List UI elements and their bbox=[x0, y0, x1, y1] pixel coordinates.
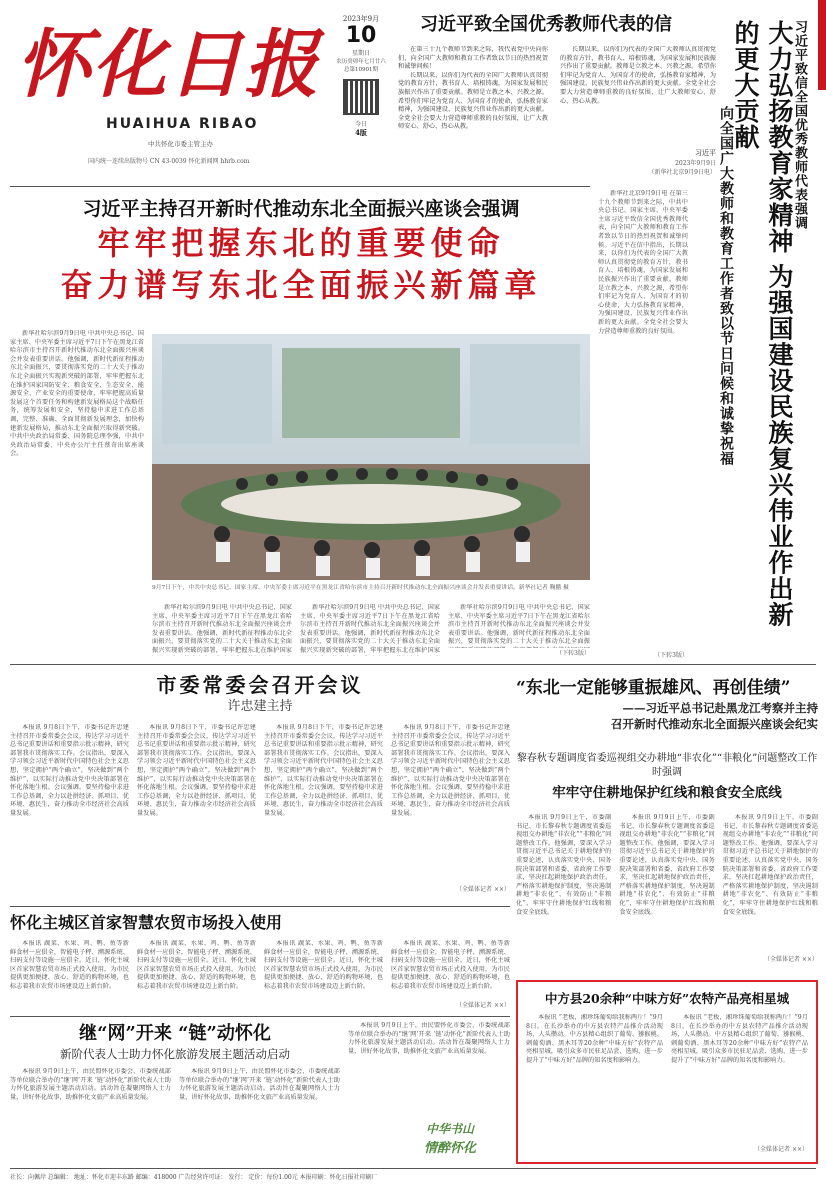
side-subheadline: 向全国广大教师和教育工作者致以节日问候和诚挚祝福 bbox=[718, 106, 734, 466]
rule-under-masthead bbox=[10, 186, 590, 187]
side-body bbox=[598, 190, 688, 660]
lead-body-col1 bbox=[10, 330, 144, 596]
lead-jump: （下转3版） bbox=[556, 650, 590, 657]
market-byline: （全媒体记者 ××） bbox=[456, 1002, 510, 1009]
market-title: 怀化主城区首家智慧农贸市场投入使用 bbox=[10, 913, 283, 932]
products-byline: （全媒体记者 ××） bbox=[754, 1146, 808, 1153]
lead-photo-caption: 9月7日下午，中共中央总书记、国家主席、中央军委主席习近平在黑龙江省哈尔滨市主持召开新时代推动东北全面振兴座谈会并发表重要讲话。新华社记者 鞠鹏 摄 bbox=[152, 585, 569, 591]
tourism-cols bbox=[10, 1068, 340, 1160]
market-body-1: 本报讯 蔬菜、水果、鸡、鸭、鱼等新鲜食材一应俱全，智能电子秤、溯源系统、扫码支付等设施一应俱全。近日，怀化主城区首家智慧农贸市场正式投入使用，为市民提供更加便捷、放心、舒适的购物环境，也标志着我市农贸市场建设迈上新台阶。 bbox=[10, 940, 129, 990]
masthead-pinyin: HUAIHUA RIBAO bbox=[106, 116, 259, 132]
lead-body-text-2: 新华社哈尔滨9月9日电 中共中央总书记、国家主席、中央军委主席习近平7日下午在黑龙江省哈尔滨市主持召开新时代推动东北全面振兴座谈会并发表重要讲话。他强调，新时代新征程推动东北全面振兴，要贯彻落实党的二十大关于推动东北全面振兴实现新突破的部署，牢牢把握东北在维护国家 bbox=[152, 604, 292, 654]
products-story bbox=[516, 980, 818, 1164]
meeting-sub: 许忠建主持 bbox=[227, 699, 293, 714]
market-story bbox=[10, 912, 510, 1012]
lead-kicker: 习近平主持召开新时代推动东北全面振兴座谈会强调 bbox=[82, 198, 520, 220]
meeting-body-3: 本报讯 9月8日下午，市委书记许忠建主持召开市委常委会会议，传达学习习近平总书记重要讲话和重要指示批示精神，研究部署我市贯彻落实工作。会议指出，要深入学习领会习近平新时代中国特色社会主义思想，坚定拥护“两个确立”，坚决做到“两个维护”，以实际行动推动党中央决策部署在怀化落地生根。会议强调，要坚持稳中求进工作总基调，全力以赴拼经济、抓项目、优环境、惠民生，奋力推动全市经济社会高质量发展。 bbox=[264, 724, 383, 817]
farmland-body-2: 本报讯 9月9日上午，市委副书记、市长黎春秋专题调度省委巡视组交办耕地“非农化”“非粮化”问题整改工作。他强调，要深入学习贯彻习近平总书记关于耕地保护的重要论述，认真落实党中央、国务院决策部署和省委、省政府工作要求，坚决扛起耕地保护政治责任，严格落实耕地保护制度，坚决遏制耕地“非农化”、有效防止“非粮化”，牢牢守住耕地保护红线和粮食安全底线。 bbox=[619, 814, 715, 916]
products-col-2 bbox=[671, 1014, 808, 1154]
products-cols bbox=[526, 1014, 808, 1154]
market-cols bbox=[10, 940, 510, 1010]
feature-sub2: 召开新时代推动东北全面振兴座谈会纪实 bbox=[611, 717, 818, 731]
date-lunar: 农历癸卯年七月廿六 bbox=[336, 59, 386, 65]
pages-label: 4版 bbox=[355, 128, 367, 137]
date-day: 10 bbox=[345, 23, 377, 48]
tourism-right-col bbox=[348, 1022, 510, 1116]
farmland-story bbox=[516, 752, 818, 972]
meeting-title: 市委常委会召开会议 bbox=[156, 673, 364, 697]
side-main-headline: 大力弘扬教育家精神 为强国建设民族复兴伟业作出新的更大贡献 bbox=[731, 20, 794, 628]
meeting-col-4 bbox=[391, 724, 510, 896]
side-body-text: 新华社北京9月9日电 在第三十九个教师节到来之际，中共中央总书记、国家主席、中央军委主席习近平致信全国优秀教师代表，向全国广大教师和教育工作者致以节日的热烈祝贺和诚挚问候。习近平在信中指出，长期以来，以你们为代表的全国广大教师认真贯彻党的教育方针，教书育人、培根铸魂，为国家发展和民族振兴作出了重要贡献。教师是立教之本、兴教之源，希望你们牢记为党育人、为国育才的初心使命，大力弘扬教育家精神，为强国建设、民族复兴伟业作出新的更大贡献。全党全社会要大力营造尊师重教的良好氛围。 bbox=[598, 190, 688, 335]
farmland-byline: （全媒体记者 ××） bbox=[764, 956, 818, 963]
tourism-logo bbox=[390, 1120, 510, 1160]
rule-lower bbox=[10, 906, 510, 907]
lead-body-text-4: 新华社哈尔滨9月9日电 中共中央总书记、国家主席、中央军委主席习近平7日下午在黑龙江省哈尔滨市主持召开新时代推动东北全面振兴座谈会并发表重要讲话。他强调，新时代新征程推动东北全面振兴，要贯彻落实党的二十大关于推动东北全面振 bbox=[448, 604, 590, 646]
meeting-cols bbox=[10, 724, 510, 896]
lead-body-col4 bbox=[448, 604, 590, 656]
tourism-story bbox=[10, 1022, 510, 1162]
tourism-body-3: 本报讯 9月9日上午，由民盟怀化市委会、市委统战部等单位联合举办的“继‘网’开来 ‘链’动怀化”新阶代表人士助力怀化旅游发展主题活动启动。活动旨在凝聚网络人士力量，讲好怀化故事，助推怀化文旅产业高质量发展。 bbox=[348, 1022, 510, 1055]
lead-body-text: 新华社哈尔滨9月9日电 中共中央总书记、国家主席、中央军委主席习近平7日下午在黑龙江省哈尔滨市主持召开新时代推动东北全面振兴座谈会并发表重要讲话。他强调，新时代新征程推动东北全面振兴，要贯彻落实党的二十大关于推动东北全面振兴实现新突破的部署，牢牢把握东北在维护国家国防安全、粮食安全、生态安全、能源安全、产业安全的重要使命，牢牢把握高质量发展这个首要任务和构建新发展格局这个战略任务，统筹发展和安全，坚持稳中求进工作总基调，完整、准确、全面贯彻新发展理念，加快构建新发展格局，推动东北全面振兴取得新突破。中共中央政治局常委、国务院总理李强，中共中央政治局常委、中央办公厅主任蔡奇出席座谈会。 bbox=[10, 330, 144, 458]
top-story-col1 bbox=[398, 46, 548, 178]
farmland-body-1: 本报讯 9月9日上午，市委副书记、市长黎春秋专题调度省委巡视组交办耕地“非农化”“非粮化”问题整改工作。他强调，要深入学习贯彻习近平总书记关于耕地保护的重要论述，认真落实党中央、国务院决策部署和省委、省政府工作要求，坚决扛起耕地保护政治责任，严格落实耕地保护制度，坚决遏制耕地“非农化”、有效防止“非粮化”，牢牢守住耕地保护红线和粮食安全底线。 bbox=[516, 814, 612, 916]
feature-title: “东北一定能够重振雄风、再创佳绩” bbox=[516, 678, 791, 698]
top-story-body-cont: 长期以来，以你们为代表的全国广大教师认真贯彻党的教育方针，教书育人、培根铸魂，为国家发展和民族振兴作出了重要贡献。教师是立教之本、兴教之源。希望你们牢记为党育人、为国育才的使命，弘扬教育家精神，为强国建设、民族复兴伟业作出新的更大贡献。全党全社会要大力营造尊师重教的良好氛围，让广大教师安心、舒心、热心从教。 bbox=[560, 46, 716, 105]
products-body-1: 本报讯 “老板，湘珍珠葡萄给我称两斤！”9月8日，在长沙举办的中方县农特产品推介活动现场，人头攒动。中方县精心组织了葡萄、猕猴桃、刺葡萄酒、黑木耳等20余种“中味方好”农特产品亮相星城，吸引众多市民驻足品尝、选购，进一步提升了“中味方好”品牌的知名度和影响力。 bbox=[526, 1014, 663, 1064]
top-story-col2 bbox=[560, 46, 716, 178]
products-body-2: 本报讯 “老板，湘珍珠葡萄给我称两斤！”9月8日，在长沙举办的中方县农特产品推介活动现场，人头攒动。中方县精心组织了葡萄、猕猴桃、刺葡萄酒、黑木耳等20余种“中味方好”农特产品亮相星城，吸引众多市民驻足品尝、选购，进一步提升了“中味方好”品牌的知名度和影响力。 bbox=[671, 1014, 808, 1064]
issue-number: 总第10901期 bbox=[344, 67, 378, 73]
meeting-body-2: 本报讯 9月8日下午，市委书记许忠建主持召开市委常委会会议，传达学习习近平总书记重要讲话和重要指示批示精神，研究部署我市贯彻落实工作。会议指出，要深入学习领会习近平新时代中国特色社会主义思想，坚定拥护“两个确立”，坚决做到“两个维护”，以实际行动推动党中央决策部署在怀化落地生根。会议强调，要坚持稳中求进工作总基调，全力以赴拼经济、抓项目、优环境、惠民生，奋力推动全市经济社会高质量发展。 bbox=[137, 724, 256, 817]
products-title: 中方县20余种“中味方好”农特产品亮相星城 bbox=[544, 991, 790, 1006]
rule-mid bbox=[10, 664, 816, 665]
meeting-body-1: 本报讯 9月8日下午，市委书记许忠建主持召开市委常委会会议，传达学习习近平总书记重要讲话和重要指示批示精神，研究部署我市贯彻落实工作。会议指出，要深入学习领会习近平新时代中国特色社会主义思想，坚定拥护“两个确立”，坚决做到“两个维护”，以实际行动推动党中央决策部署在怀化落地生根。会议强调，要坚持稳中求进工作总基调，全力以赴拼经济、抓项目、优环境、惠民生，奋力推动全市经济社会高质量发展。 bbox=[10, 724, 129, 817]
tourism-title: 继“网”开来 “链”动怀化 bbox=[79, 1023, 271, 1044]
today-label: 今日 bbox=[354, 121, 367, 128]
meeting-byline: （全媒体记者 ××） bbox=[456, 886, 510, 893]
market-col-4 bbox=[391, 940, 510, 1010]
farmland-col-3 bbox=[723, 814, 818, 964]
top-story-sig-date: 2023年9月9日 bbox=[675, 160, 716, 167]
top-story bbox=[398, 14, 718, 182]
lead-title-line2: 奋力谱写东北全面振兴新篇章 bbox=[60, 266, 542, 304]
side-kicker: 习近平致信全国优秀教师代表强调 bbox=[792, 20, 807, 230]
date-weekday: 星期日 bbox=[351, 50, 370, 57]
masthead-sponsor: 中共怀化市委主管主办 bbox=[148, 140, 213, 148]
side-body-jump: （下转3版） bbox=[654, 652, 688, 659]
market-body-4: 本报讯 蔬菜、水果、鸡、鸭、鱼等新鲜食材一应俱全，智能电子秤、溯源系统、扫码支付等设施一应俱全。近日，怀化主城区首家智慧农贸市场正式投入使用，为市民提供更加便捷、放心、舒适的购物环境，也标志着我市农贸市场建设迈上新台阶。 bbox=[391, 940, 510, 990]
rule-bottom bbox=[10, 1016, 510, 1017]
masthead-footer-line: 国内统一连续出版物号 CN 43-0039 怀化新闻网 hhrb.com bbox=[88, 158, 250, 165]
feature-block bbox=[516, 676, 818, 746]
market-body-2: 本报讯 蔬菜、水果、鸡、鸭、鱼等新鲜食材一应俱全，智能电子秤、溯源系统、扫码支付等设施一应俱全。近日，怀化主城区首家智慧农贸市场正式投入使用，为市民提供更加便捷、放心、舒适的购物环境，也标志着我市农贸市场建设迈上新台阶。 bbox=[137, 940, 256, 990]
market-body-3: 本报讯 蔬菜、水果、鸡、鸭、鱼等新鲜食材一应俱全，智能电子秤、溯源系统、扫码支付等设施一应俱全。近日，怀化主城区首家智慧农贸市场正式投入使用，为市民提供更加便捷、放心、舒适的购物环境，也标志着我市农贸市场建设迈上新台阶。 bbox=[264, 940, 383, 990]
meeting-room-image bbox=[152, 334, 590, 580]
lead-title-line1: 牢牢把握东北的重要使命 bbox=[97, 224, 505, 262]
tourism-body-1: 本报讯 9月9日上午，由民盟怀化市委会、市委统战部等单位联合举办的“继‘网’开来 ‘链’动怀化”新阶代表人士助力怀化旅游发展主题活动启动。活动旨在凝聚网络人士力量，讲好怀化故事，助推怀化文旅产业高质量发展。 bbox=[10, 1068, 171, 1101]
farmland-cols bbox=[516, 814, 818, 964]
lead-body-col3 bbox=[300, 604, 440, 656]
tourism-body-2: 本报讯 9月9日上午，由民盟怀化市委会、市委统战部等单位联合举办的“继‘网’开来 ‘链’动怀化”新阶代表人士助力怀化旅游发展主题活动启动。活动旨在凝聚网络人士力量，讲好怀化故事，助推怀化文旅产业高质量发展。 bbox=[179, 1068, 340, 1101]
tourism-logo-line1: 中华书山 bbox=[425, 1122, 474, 1136]
footer-info: 社长：向佩岸 总编辑： 地址：怀化市迎丰东路 邮编：418000 广告经营许可证： 发行： 定价：每份1.00元 本报印刷：怀化日报社印刷厂 bbox=[10, 1174, 378, 1181]
farmland-body-3: 本报讯 9月9日上午，市委副书记、市长黎春秋专题调度省委巡视组交办耕地“非农化”“非粮化”问题整改工作。他强调，要深入学习贯彻习近平总书记关于耕地保护的重要论述，认真落实党中央、国务院决策部署和省委、省政府工作要求，坚决扛起耕地保护政治责任，严格落实耕地保护制度，坚决遏制耕地“非农化”、有效防止“非粮化”，牢牢守住耕地保护红线和粮食安全底线。 bbox=[722, 814, 818, 916]
top-story-body: 长期以来，以你们为代表的全国广大教师认真贯彻党的教育方针，教书育人、培根铸魂，为国家发展和民族振兴作出了重要贡献。教师是立教之本、兴教之源。希望你们牢记为党育人、为国育才的使命，弘扬教育家精神，为强国建设、民族复兴伟业作出新的更大贡献。全党全社会要大力营造尊师重教的良好氛围，让广大教师安心、舒心、热心从教。 bbox=[398, 71, 548, 131]
top-story-signature: 习近平 bbox=[695, 149, 716, 157]
farmland-title: 牢牢守住耕地保护红线和粮食安全底线 bbox=[552, 785, 782, 801]
feature-sub1: ——习近平总书记赴黑龙江考察并主持 bbox=[622, 701, 818, 715]
lead-photo bbox=[152, 334, 590, 580]
top-story-note: （新华社北京9月9日电） bbox=[648, 169, 716, 176]
meeting-body-4: 本报讯 9月8日下午，市委书记许忠建主持召开市委常委会会议，传达学习习近平总书记重要讲话和重要指示批示精神，研究部署我市贯彻落实工作。会议指出，要深入学习领会习近平新时代中国特色社会主义思想，坚定拥护“两个确立”，坚决做到“两个维护”，以实际行动推动党中央决策部署在怀化落地生根。会议强调，要坚持稳中求进工作总基调，全力以赴拼经济、抓项目、优环境、惠民生，奋力推动全市经济社会高质量发展。 bbox=[391, 724, 510, 817]
top-story-intro: 在第三十九个教师节到来之际，我代表党中央向你们，向全国广大教师和教育工作者致以节日的热烈祝贺和诚挚问候！ bbox=[398, 46, 548, 71]
date-month: 2023年9月 bbox=[342, 15, 380, 23]
farmland-kicker: 黎春秋专题调度省委巡视组交办耕地“非农化”“非粮化”问题整改工作时强调 bbox=[516, 753, 818, 778]
tourism-logo-line2: 情醉怀化 bbox=[423, 1141, 476, 1156]
rule-footer bbox=[10, 1168, 816, 1169]
qr-code bbox=[343, 79, 379, 115]
masthead-title: 怀化日报 bbox=[16, 22, 320, 108]
lead-body-col2 bbox=[152, 604, 292, 656]
meeting-story bbox=[10, 672, 510, 902]
page-corner-accent bbox=[818, 0, 826, 90]
tourism-sub: 新阶代表人士助力怀化旅游发展主题活动启动 bbox=[60, 1047, 290, 1061]
lead-body-text-3: 新华社哈尔滨9月9日电 中共中央总书记、国家主席、中央军委主席习近平7日下午在黑龙江省哈尔滨市主持召开新时代推动东北全面振兴座谈会并发表重要讲话。他强调，新时代新征程推动东北全面振兴，要贯彻落实党的二十大关于推动东北全面振兴实现新突破的部署，牢牢把握东北在维护国家 bbox=[300, 604, 440, 654]
top-story-title: 习近平致全国优秀教师代表的信 bbox=[420, 14, 672, 35]
date-block bbox=[332, 14, 390, 174]
